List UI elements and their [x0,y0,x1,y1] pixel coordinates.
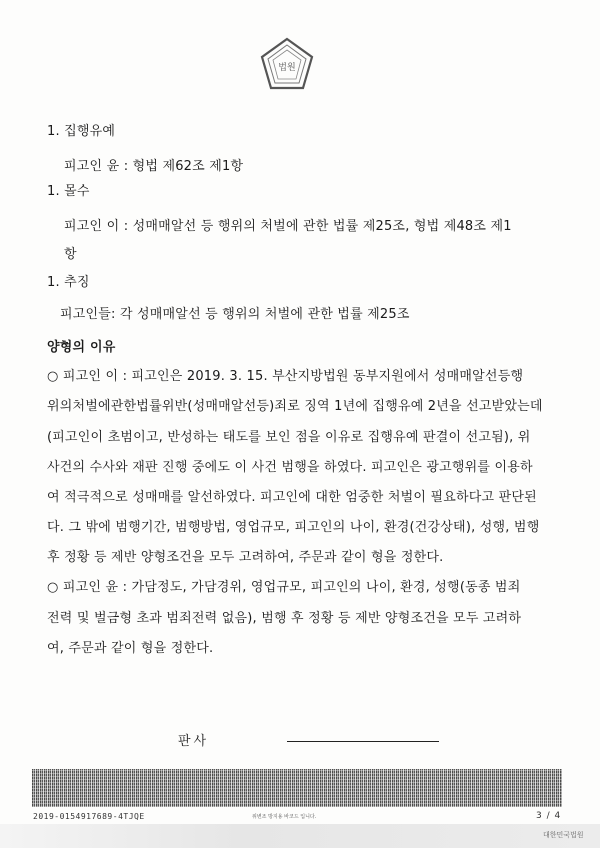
court-seal-icon [257,36,317,96]
probation-body: 피고인 윤 : 형법 제62조 제1항 [64,159,244,174]
signature-line [287,741,439,742]
sentencing-line: ○ 피고인 이 : 피고인은 2019. 3. 15. 부산지방법원 동부지원에서 성매매알선등행 [47,369,524,384]
barcode-texture [32,769,562,807]
forfeiture-body: 피고인들: 각 성매매알선 등 행위의 처벌에 관한 법률 제25조 [60,307,410,322]
probation-title: 1. 집행유예 [47,124,116,139]
barcode-notice: 위변조 방지용 바코드 입니다. [252,814,317,820]
sentencing-line: 전력 및 벌금형 초과 범죄전력 없음), 범행 후 정황 등 제반 양형조건을 모두 고려하 [47,611,522,626]
sentencing-line: ○ 피고인 윤 : 가담정도, 가담경위, 영업규모, 피고인의 나이, 환경, 성행(동종 범죄 [47,580,521,595]
confiscation-title: 1. 몰수 [47,184,90,199]
forfeiture-title: 1. 추징 [47,275,90,290]
sentencing-line: 여 적극적으로 성매매를 알선하였다. 피고인에 대한 엄중한 처벌이 필요하다고 판단된 [47,490,537,505]
sentencing-line: 여, 주문과 같이 형을 정한다. [47,641,214,656]
page-number: 3 / 4 [536,811,562,821]
court-name: 대한민국법원 [543,831,584,839]
document-number: 2019-0154917689-4TJQE [33,812,145,821]
footer-band [0,824,600,848]
sentencing-title: 양형의 이유 [47,340,116,355]
sentencing-line: 후 정황 등 제반 양형조건을 모두 고려하여, 주문과 같이 형을 정한다. [47,550,444,565]
confiscation-body-line-1: 피고인 이 : 성매매알선 등 행위의 처벌에 관한 법률 제25조, 형법 제48조 제1 [64,219,512,234]
judge-label: 판사 [178,734,210,749]
confiscation-body-line-2: 항 [64,247,77,262]
sentencing-line: 사건의 수사와 재판 진행 중에도 이 사건 범행을 하였다. 피고인은 광고행위를 이용하 [47,460,533,475]
sentencing-line: (피고인이 초범이고, 반성하는 태도를 보인 점을 이유로 집행유예 판결이 선고됨), 위 [47,430,531,445]
seal-text: 법원 [278,63,296,73]
sentencing-line: 다. 그 밖에 범행기간, 범행방법, 영업규모, 피고인의 나이, 환경(건강상태), 성행, 범행 [47,520,540,535]
sentencing-line: 위의처벌에관한법률위반(성매매알선등)죄로 징역 1년에 집행유예 2년을 선고받았는데 [47,399,543,414]
